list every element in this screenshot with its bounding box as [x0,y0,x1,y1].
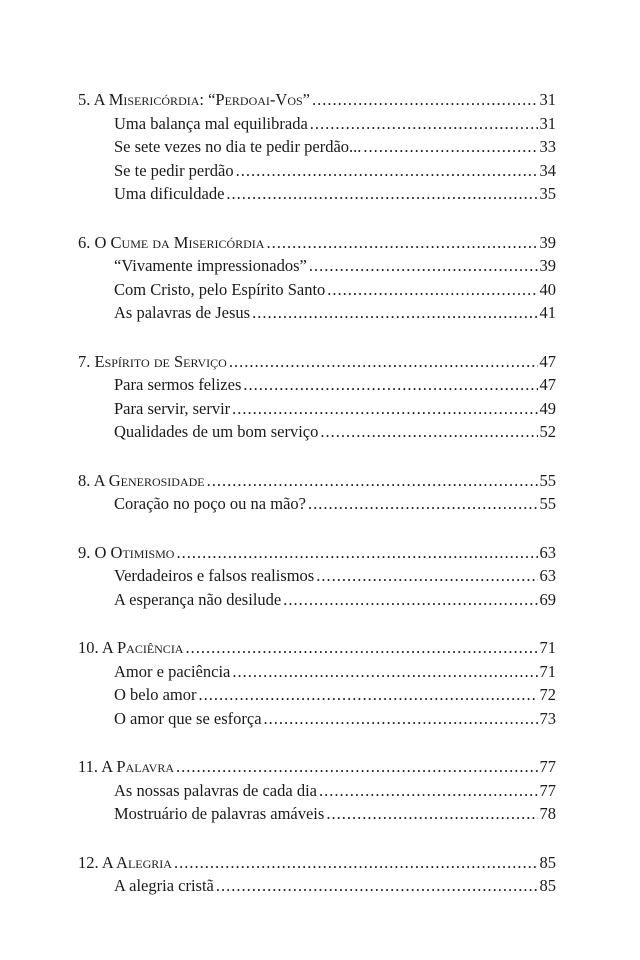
toc-subentry [78,278,556,302]
toc-chapter [78,851,556,898]
subentry-title: Se te pedir perdão [114,160,234,180]
dot-leader [252,301,537,325]
toc-chapter [78,88,556,206]
toc-subentry [78,254,556,278]
subentry-title: Uma balança mal equilibrada [114,113,308,133]
dot-leader [229,350,538,374]
subentry-title: Mostruário de palavras amáveis [114,804,325,823]
page-number: 33 [539,137,556,156]
toc-subentry [78,707,556,731]
dot-leader [243,373,537,397]
toc-subentry [78,159,556,183]
subentry-title: Verdadeiros e falsos realismos [114,566,315,585]
page-number: 85 [539,852,556,872]
dot-leader [308,492,538,516]
dot-leader [207,469,538,493]
chapter-title: 12. A Alegria [78,852,172,872]
dot-leader [232,397,537,421]
toc-subentry [78,420,556,444]
toc-chapter [78,469,556,516]
page-number: 41 [539,303,556,322]
dot-leader [326,802,537,826]
dot-leader [185,636,537,660]
toc-chapter-entry [78,469,556,493]
subentry-title: O amor que se esforça [114,708,262,728]
toc-subentry [78,301,556,325]
subentry-title: Qualidades de um bom serviço [114,422,319,441]
page-number: 69 [539,589,556,609]
page-number: 71 [539,638,556,657]
toc-chapter [78,541,556,612]
subentry-title: Coração no poço ou na mão? [114,494,306,513]
subentry-title: A alegria cristã [114,876,214,895]
dot-leader [264,707,538,731]
page-number: 85 [539,876,556,895]
toc-chapter-entry [78,541,556,565]
chapter-title: 5. A Misericórdia: “Perdoai-Vos” [78,90,311,109]
page-number: 77 [539,780,556,800]
toc-chapter [78,755,556,826]
toc-chapter [78,350,556,444]
chapter-title: 11. A Palavra [78,757,174,776]
dot-leader [310,112,538,136]
dot-leader [266,231,537,255]
dot-leader [320,420,537,444]
dot-leader [312,88,537,112]
toc-subentry [78,588,556,612]
page-number: 39 [539,256,556,275]
dot-leader [198,683,537,707]
chapter-title: 7. Espírito de Serviço [78,351,227,371]
page-number: 63 [539,566,556,585]
page-number: 31 [539,113,556,133]
toc-chapter-entry [78,851,556,875]
toc-chapter-entry [78,636,556,660]
toc-chapter [78,636,556,730]
toc-subentry [78,397,556,421]
subentry-title: A esperança não desilude [114,589,282,609]
page-number: 72 [539,685,556,704]
toc-subentry [78,683,556,707]
toc-subentry [78,112,556,136]
toc-subentry [78,182,556,206]
page-number: 34 [539,160,556,180]
subentry-title: As nossas palavras de cada dia [114,780,317,800]
chapter-title: 9. O Otimismo [78,542,175,562]
table-of-contents [78,88,556,923]
dot-leader [309,254,538,278]
toc-subentry [78,874,556,898]
toc-subentry [78,135,556,159]
dot-leader [236,159,538,183]
subentry-title: As palavras de Jesus [114,303,251,322]
toc-subentry [78,373,556,397]
toc-chapter [78,231,556,325]
toc-chapter-entry [78,755,556,779]
toc-chapter-entry [78,231,556,255]
dot-leader [226,182,537,206]
page-number: 55 [539,494,556,513]
page-number: 71 [539,661,556,681]
chapter-title: 10. A Paciência [78,638,184,657]
dot-leader [216,874,538,898]
toc-subentry [78,779,556,803]
dot-leader [176,541,537,565]
page-number: 31 [539,90,556,109]
page-number: 63 [539,542,556,562]
subentry-title: Se sete vezes no dia te pedir perdão... [114,137,362,156]
toc-chapter-entry [78,88,556,112]
toc-subentry [78,564,556,588]
chapter-title: 8. A Generosidade [78,470,205,490]
subentry-title: Uma dificuldade [114,184,225,203]
page-number: 52 [539,422,556,441]
chapter-title: 6. O Cume da Misericórdia [78,232,265,252]
dot-leader [363,135,537,159]
dot-leader [232,660,537,684]
page-number: 40 [539,279,556,299]
toc-chapter-entry [78,350,556,374]
page-number: 47 [539,351,556,371]
dot-leader [327,278,537,302]
dot-leader [319,779,538,803]
toc-subentry [78,802,556,826]
page-number: 35 [539,184,556,203]
page-number: 49 [539,398,556,418]
dot-leader [174,851,538,875]
subentry-title: “Vivamente impressionados” [114,256,307,275]
subentry-title: Com Cristo, pelo Espírito Santo [114,279,326,299]
page-number: 47 [539,375,556,394]
subentry-title: Amor e paciência [114,661,231,681]
page-number: 55 [539,470,556,490]
dot-leader [176,755,538,779]
dot-leader [316,564,537,588]
subentry-title: Para sermos felizes [114,375,242,394]
subentry-title: Para servir, servir [114,398,231,418]
page-number: 78 [539,804,556,823]
dot-leader [283,588,537,612]
subentry-title: O belo amor [114,685,197,704]
page-number: 39 [539,232,556,252]
page-number: 77 [539,757,556,776]
page-number: 73 [539,708,556,728]
toc-subentry [78,660,556,684]
toc-subentry [78,492,556,516]
